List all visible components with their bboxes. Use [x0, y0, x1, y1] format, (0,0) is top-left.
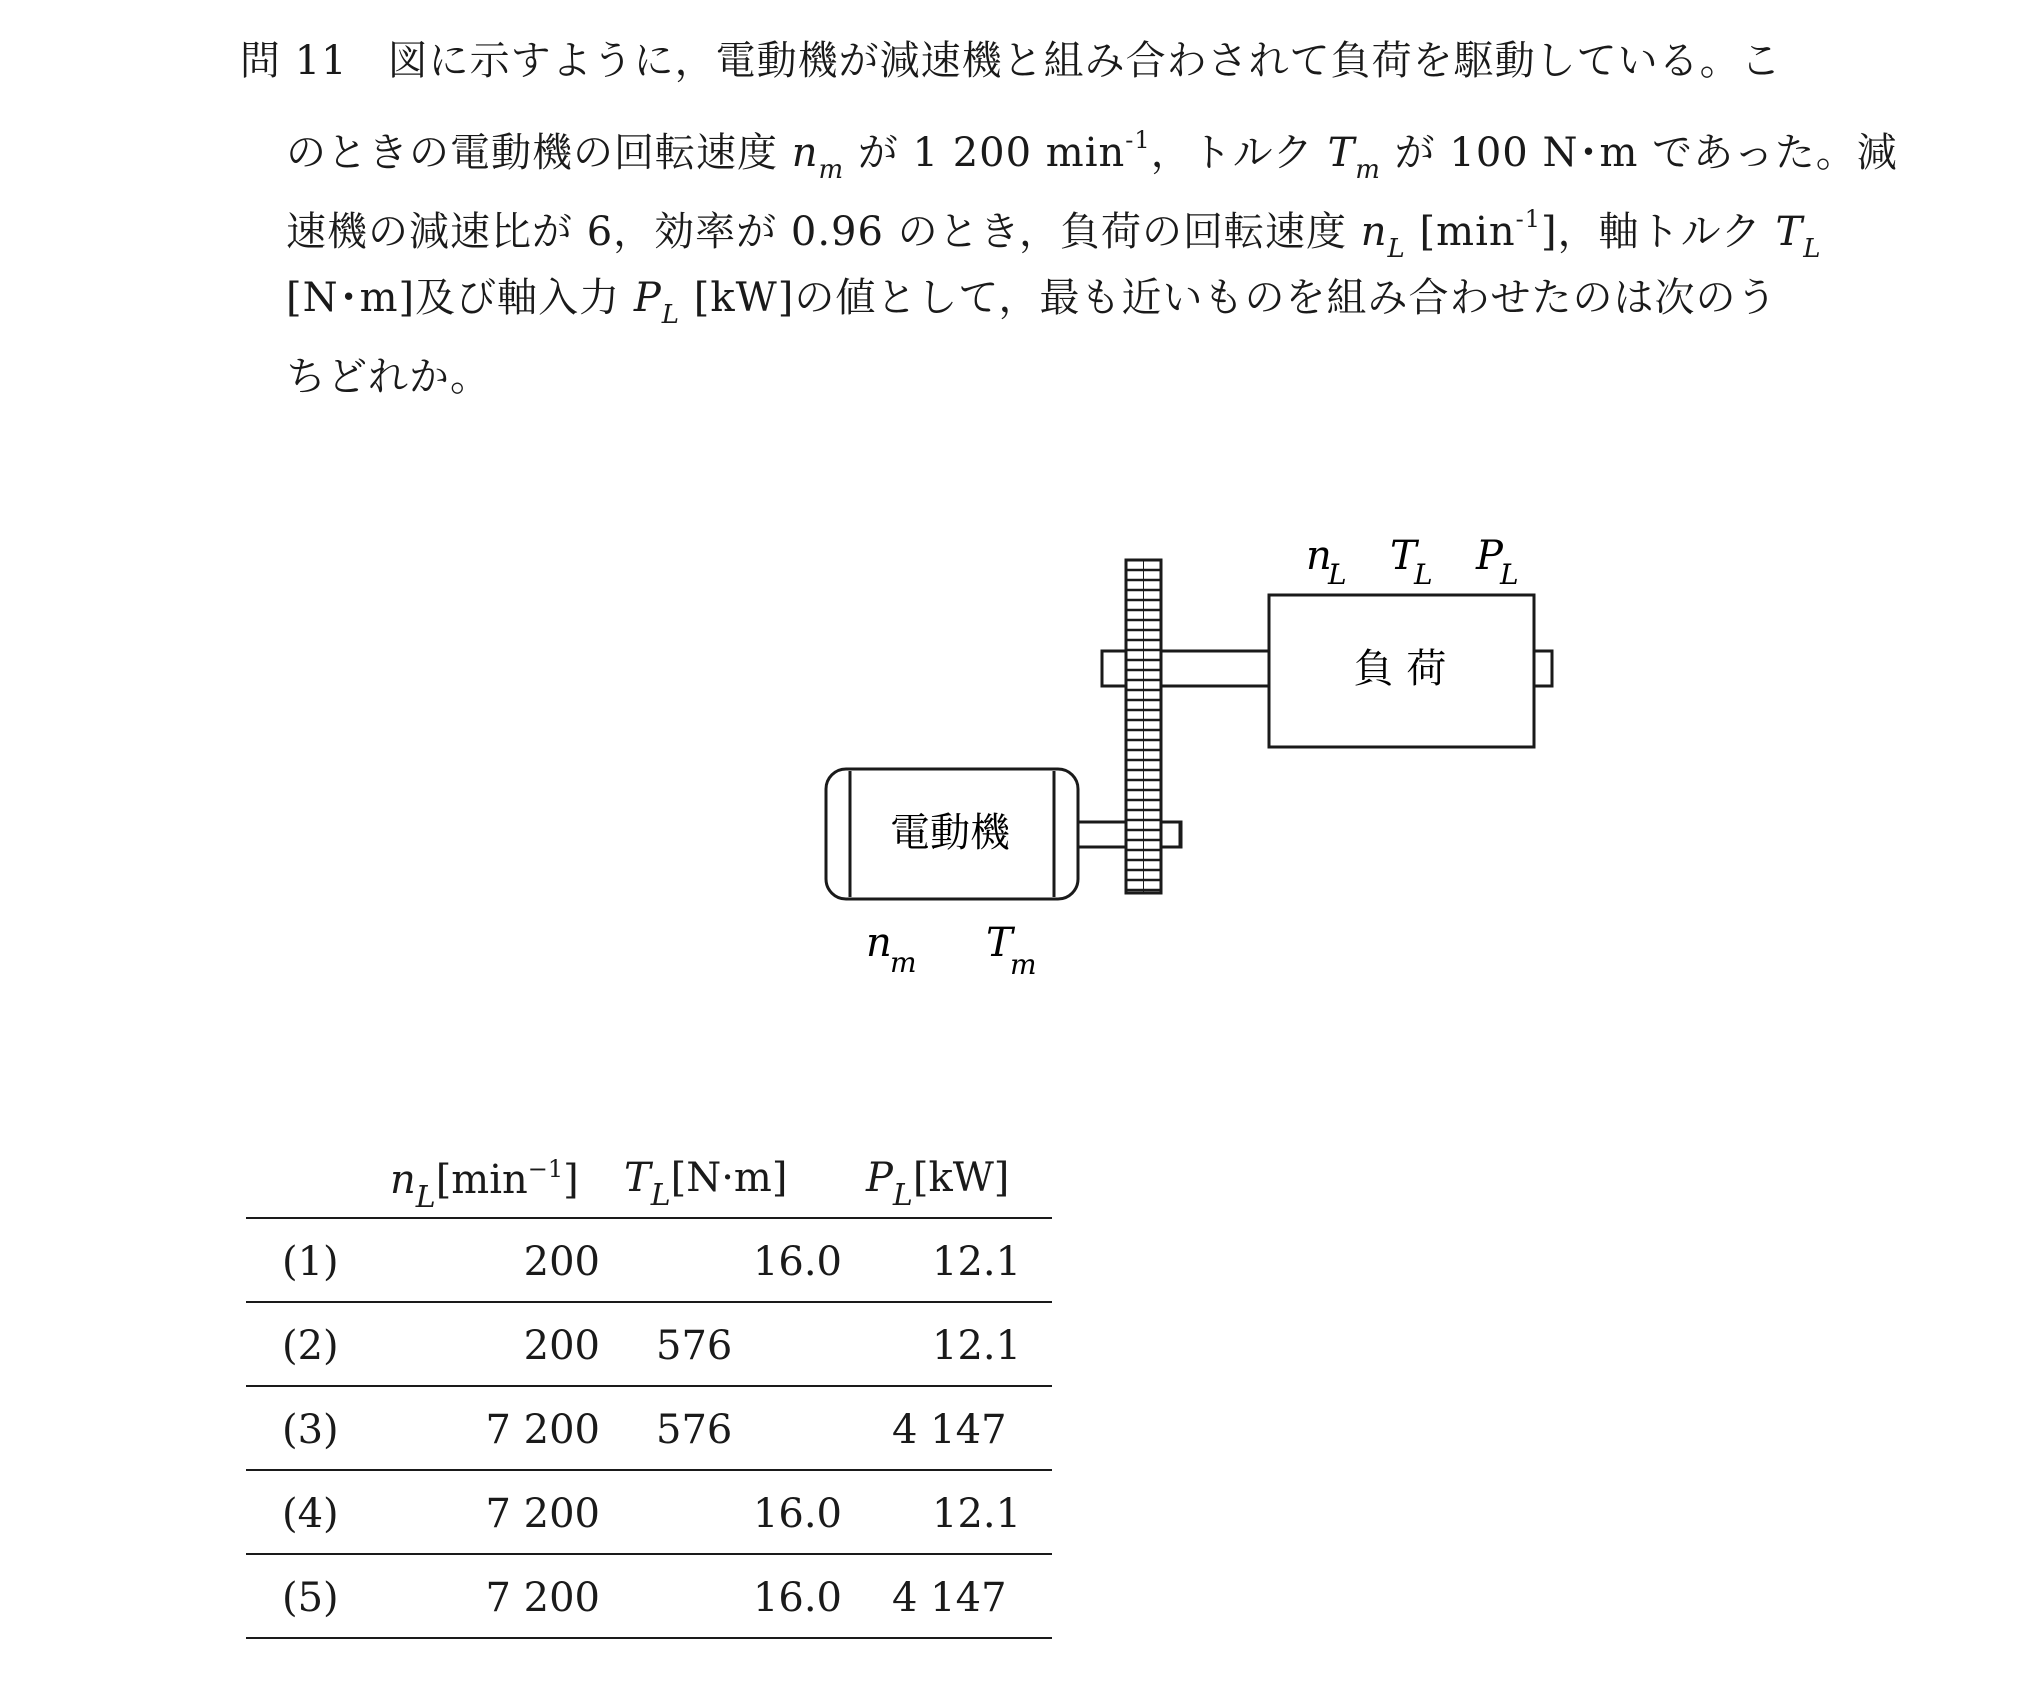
motor-speed-symbol: n — [866, 920, 892, 966]
load-symbols — [1306, 533, 1519, 591]
header-power-symbol: P — [866, 1155, 893, 1201]
load-torque-subscript: L — [1414, 558, 1433, 591]
symbol-t: T — [1327, 130, 1356, 176]
option-label: (2) — [282, 1323, 339, 1369]
cell-torque: 16.0 — [752, 1575, 842, 1621]
symbol-n: n — [791, 130, 819, 176]
answer-table-header — [246, 1147, 1052, 1217]
cell-power: 12.1 — [932, 1239, 1022, 1285]
load-speed-symbol: n — [1306, 533, 1332, 579]
header-speed-subscript: L — [415, 1180, 436, 1215]
question-text-segment: ]，軸トルク — [1541, 209, 1762, 255]
question-text-segment: [N･m]及び軸入力 — [286, 275, 621, 321]
motor-shaft-end — [1160, 822, 1181, 847]
header-speed — [390, 1155, 579, 1215]
symbol-p: P — [633, 275, 662, 321]
motor-torque-symbol: T — [986, 920, 1013, 966]
cell-torque: 576 — [656, 1323, 733, 1369]
cell-power: 4 147 — [892, 1407, 1007, 1453]
symbol-n: n — [1360, 209, 1388, 255]
header-speed-superscript: −1 — [527, 1155, 564, 1183]
cell-torque: 16.0 — [752, 1239, 842, 1285]
header-torque-unit: [N·m] — [670, 1155, 788, 1201]
motor-speed-subscript: m — [890, 946, 917, 979]
cell-power: 12.1 — [932, 1323, 1022, 1369]
question-text-segment: [kW]の値として，最も近いものを組み合わせたのは次のう — [693, 275, 1778, 321]
subscript-l: L — [1803, 234, 1822, 264]
cell-speed: 7 200 — [485, 1575, 600, 1621]
motor-torque-subscript: m — [1010, 948, 1037, 981]
table-row — [246, 1385, 1052, 1469]
option-label: (1) — [282, 1239, 339, 1285]
load-label: 負 荷 — [1353, 646, 1447, 692]
option-label: (3) — [282, 1407, 339, 1453]
superscript-inverse: -1 — [1125, 126, 1151, 154]
header-speed-bracket: ] — [563, 1157, 579, 1203]
question-text-segment: が 1 200 min — [857, 130, 1126, 176]
subscript-l: L — [661, 300, 681, 330]
cell-power: 4 147 — [892, 1575, 1007, 1621]
question-text-segment: ，トルク — [1150, 130, 1314, 176]
question-text-segment: のときの電動機の回転速度 — [286, 130, 778, 176]
header-torque — [624, 1155, 787, 1213]
subscript-l: L — [1387, 234, 1406, 264]
header-torque-subscript: L — [650, 1178, 671, 1213]
question-text-segment: が 100 N･m であった。減 — [1394, 130, 1898, 176]
table-row — [246, 1469, 1052, 1553]
question-text-segment: 速機の減速比が 6，効率が 0.96 のとき，負荷の回転速度 — [286, 209, 1348, 255]
load-power-symbol: P — [1476, 533, 1503, 579]
cell-speed: 200 — [523, 1323, 600, 1369]
load-shaft-stub — [1534, 651, 1552, 686]
cell-speed: 7 200 — [485, 1407, 600, 1453]
answer-table — [246, 1147, 1052, 1639]
symbol-t: T — [1775, 209, 1804, 255]
subscript-m: m — [1355, 155, 1381, 185]
cell-power: 12.1 — [932, 1491, 1022, 1537]
question-text-segment: ちどれか。 — [286, 354, 491, 400]
superscript-inverse: -1 — [1515, 205, 1542, 233]
table-row — [246, 1217, 1052, 1301]
header-speed-symbol: n — [390, 1157, 416, 1203]
question-line-1-text: 図に示すように，電動機が減速機と組み合わされて負荷を駆動している。こ — [387, 38, 1782, 84]
load-power-subscript: L — [1500, 558, 1519, 591]
subscript-m: m — [818, 155, 845, 185]
motor-symbols — [866, 920, 1037, 981]
question-text-segment: [min — [1419, 209, 1516, 255]
table-row — [246, 1301, 1052, 1385]
cell-torque: 576 — [656, 1407, 733, 1453]
option-label: (4) — [282, 1491, 339, 1537]
load-speed-subscript: L — [1328, 558, 1347, 591]
header-torque-symbol: T — [624, 1155, 651, 1201]
question-number: 問 11 — [240, 38, 348, 84]
cell-torque: 16.0 — [752, 1491, 842, 1537]
motor-label: 電動機 — [890, 810, 1010, 856]
header-speed-unit: [min — [435, 1157, 528, 1203]
cell-speed: 7 200 — [485, 1491, 600, 1537]
cell-speed: 200 — [523, 1239, 600, 1285]
header-power-unit: [kW] — [912, 1155, 1010, 1201]
header-power-subscript: L — [892, 1178, 913, 1213]
table-row — [246, 1553, 1052, 1639]
gear-icon — [1126, 560, 1161, 893]
header-power — [866, 1155, 1009, 1213]
load-torque-symbol: T — [1390, 533, 1417, 579]
option-label: (5) — [282, 1575, 339, 1621]
